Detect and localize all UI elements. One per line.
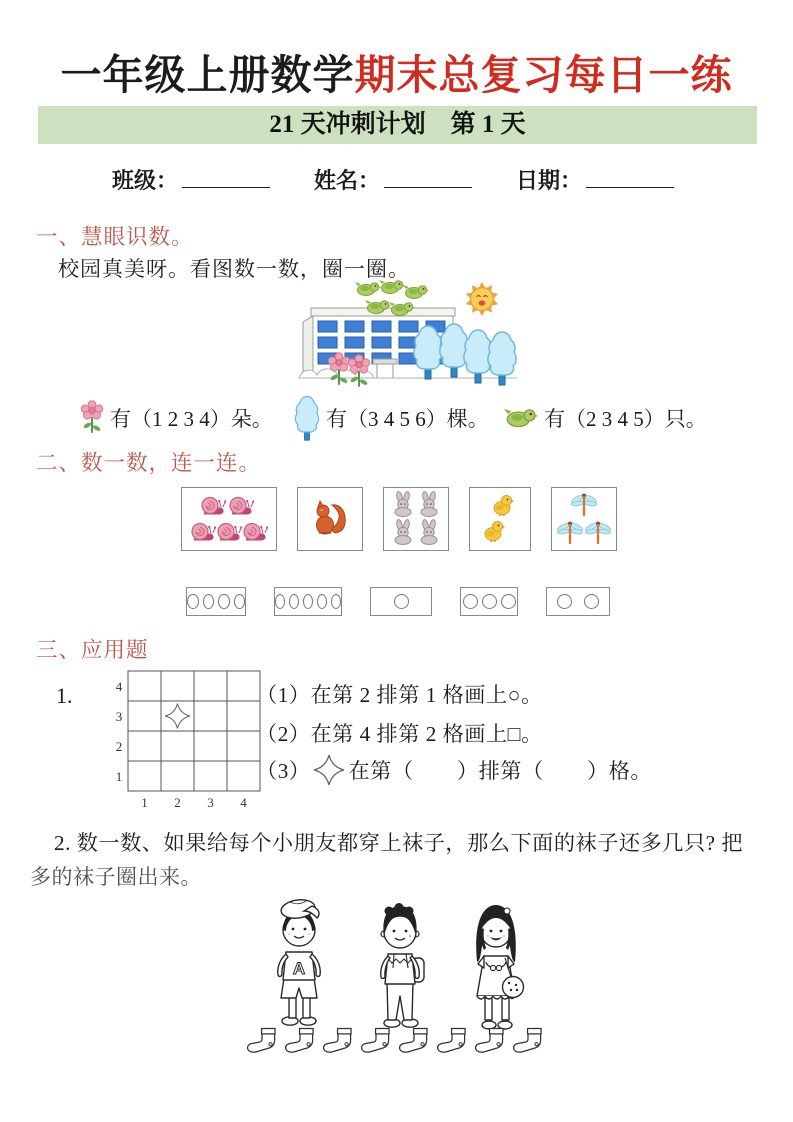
counting-circle <box>331 594 341 609</box>
dragonfly-icon <box>571 494 598 516</box>
counting-circle <box>203 594 215 609</box>
grid-col-label: 3 <box>207 795 214 810</box>
chicks-box <box>469 487 531 551</box>
tree-count-item <box>294 392 489 444</box>
campus-scene <box>285 278 525 393</box>
flower-count-item <box>80 392 273 444</box>
sock-icon <box>358 1026 394 1058</box>
picture-boxes-row <box>181 487 617 551</box>
section1-heading: 一、慧眼识数。 <box>36 225 194 249</box>
circle-box-4 <box>186 587 246 616</box>
date-blank <box>586 167 674 188</box>
problem1-q1: （1）在第 2 排第 1 格画上○。 <box>256 683 543 707</box>
squirrel-icon <box>317 501 346 534</box>
sun-icon <box>465 282 499 316</box>
dragonfly-icon <box>585 522 612 544</box>
page-title <box>0 42 793 101</box>
circle-box-3 <box>460 587 518 616</box>
rabbits-box <box>383 487 449 551</box>
class-field: 班级： <box>112 164 270 195</box>
name-field: 姓名： <box>314 164 472 195</box>
flower-icon <box>80 400 104 436</box>
grid-row-label: 1 <box>115 769 123 784</box>
bird-count-item <box>504 392 707 444</box>
title-black: 一年级上册数学 <box>60 52 355 98</box>
problem1-q2: （2）在第 4 排第 2 格画上□。 <box>256 722 543 746</box>
class-blank <box>182 167 270 188</box>
counting-circle <box>218 594 230 609</box>
date-field: 日期： <box>516 164 674 195</box>
snail-icon <box>202 498 226 515</box>
rabbit-icon <box>421 519 437 544</box>
counting-circle <box>275 594 285 609</box>
plan-banner: 21 天冲刺计划 第 1 天 <box>38 106 757 144</box>
grid-row-label: 4 <box>115 679 123 694</box>
counting-circle <box>303 594 313 609</box>
grid-row-label: 3 <box>115 709 123 724</box>
counting-circle <box>289 594 299 609</box>
grid-col-label: 2 <box>174 795 181 810</box>
tree-icon <box>488 332 516 385</box>
counting-circle <box>482 594 497 609</box>
socks-row <box>244 1026 558 1058</box>
counting-circle <box>187 594 199 609</box>
snails-box <box>181 487 277 551</box>
sock-icon <box>396 1026 432 1058</box>
tree-count-text: 有（3 4 5 6）棵。 <box>326 407 489 431</box>
bird-icon <box>379 280 405 294</box>
section2-heading: 二、数一数，连一连。 <box>36 451 262 475</box>
circle-box-5 <box>274 587 342 616</box>
position-grid <box>98 667 270 818</box>
problem1-number: 1. <box>56 683 73 708</box>
children-illustration <box>248 884 552 1032</box>
bird-icon <box>403 285 429 299</box>
bird-icon <box>355 282 381 296</box>
kid-boy-cap <box>278 898 320 1025</box>
dragonflies-box <box>551 487 617 551</box>
title-red: 期末总复习每日一练 <box>354 52 733 98</box>
problem2-line2: 多的袜子圈出来。 <box>30 865 202 889</box>
circle-box-1 <box>370 587 432 616</box>
bird-count-text: 有（2 3 4 5）只。 <box>544 407 707 431</box>
name-blank <box>384 167 472 188</box>
bird-icon <box>504 406 538 430</box>
counting-circle <box>317 594 327 609</box>
chick-icon <box>494 496 514 517</box>
sock-icon <box>472 1026 508 1058</box>
section1-intro: 校园真美呀。看图数一数，圈一圈。 <box>58 257 410 281</box>
rabbit-icon <box>421 491 437 516</box>
sock-icon <box>244 1026 280 1058</box>
sock-icon <box>320 1026 356 1058</box>
snail-icon <box>192 524 216 541</box>
counting-circle <box>463 594 478 609</box>
chick-icon <box>485 522 505 543</box>
counting-circle <box>234 594 246 609</box>
star-icon <box>312 753 346 787</box>
sock-icon <box>510 1026 546 1058</box>
kid-boy-backpack <box>381 903 424 1027</box>
counting-circle <box>557 594 572 609</box>
circle-box-2 <box>546 587 610 616</box>
grid-col-label: 4 <box>240 795 247 810</box>
sock-icon <box>434 1026 470 1058</box>
grid-row-label: 2 <box>115 739 123 754</box>
section3-heading: 三、应用题 <box>36 638 149 662</box>
student-info-row <box>112 164 674 195</box>
problem2-line1: 2. 数一数、如果给每个小朋友都穿上袜子，那么下面的袜子还多几只? 把 <box>54 831 744 855</box>
star-icon <box>165 704 190 729</box>
tree-icon <box>294 395 320 441</box>
problem1-q3: （3） 在第（ ）排第（ ）格。 <box>256 753 652 787</box>
kid-girl <box>476 905 523 1029</box>
snail-icon <box>244 524 268 541</box>
squirrel-box <box>297 487 363 551</box>
snail-icon <box>218 524 242 541</box>
sock-icon <box>282 1026 318 1058</box>
snail-icon <box>230 498 254 515</box>
counting-circle <box>501 594 516 609</box>
kid1-shirt-letter: A <box>292 959 306 978</box>
counting-circle <box>584 594 599 609</box>
dragonfly-icon <box>557 522 584 544</box>
rabbit-icon <box>395 491 411 516</box>
grid-col-label: 1 <box>141 795 148 810</box>
flower-count-text: 有（1 2 3 4）朵。 <box>110 407 273 431</box>
rabbit-icon <box>395 519 411 544</box>
circle-boxes-row <box>186 587 610 616</box>
counting-circle <box>394 594 409 609</box>
